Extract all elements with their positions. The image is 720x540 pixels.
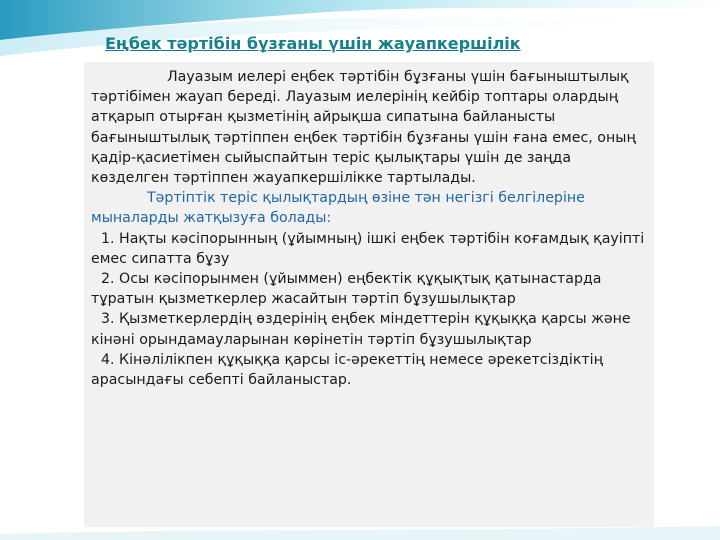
body-text — [91, 67, 651, 390]
bottom-wave-decoration — [0, 500, 720, 540]
paragraph-emphasis: Тәртіптік теріс қылықтардың өзіне тән негізгі белгілеріне мыналарды жатқызуға болады: — [91, 190, 585, 227]
list-item: 3. Қызметкерлердің өздерінің еңбек міндеттерін құқыққа қарсы және кінәні орындамауларынан көрінетін тәртіп бұзушылықтар — [91, 311, 631, 348]
slide-title: Еңбек тәртібін бұзғаны үшін жауапкершілік — [105, 34, 521, 53]
paragraph-intro: Лауазым иелері еңбек тәртібін бұзғаны үшін бағыныштылық тәртібімен жауап береді. Лауазым иелерінің кейбір топтары олардың атқарып отырған қызметінің айрықша сипатына байланысты бағыныштылық тәртіппен еңбек тәртібін бұзғаны үшін ғана емес, оның қадір-қасиетімен сыйыспайтын теріс қылықтары үшін де заңда көзделген тәртіппен жауапкершілікке тартылады. — [91, 69, 636, 187]
list-item: 2. Осы кәсіпорынмен (ұйыммен) еңбектік құқықтық қатынастарда тұратын қызметкерлер жасайтын тәртіп бұзушылықтар — [91, 271, 602, 308]
list-item: 1. Нақты кәсіпорынның (ұйымның) ішкі еңбек тәртібін коғамдық қауіпті емес сипатта бұзу — [91, 230, 645, 267]
list-item: 4. Кінәлілікпен құқыққа қарсы іс-әрекеттің немесе әрекетсіздіктің арасындағы себепті байланыстар. — [91, 351, 603, 389]
